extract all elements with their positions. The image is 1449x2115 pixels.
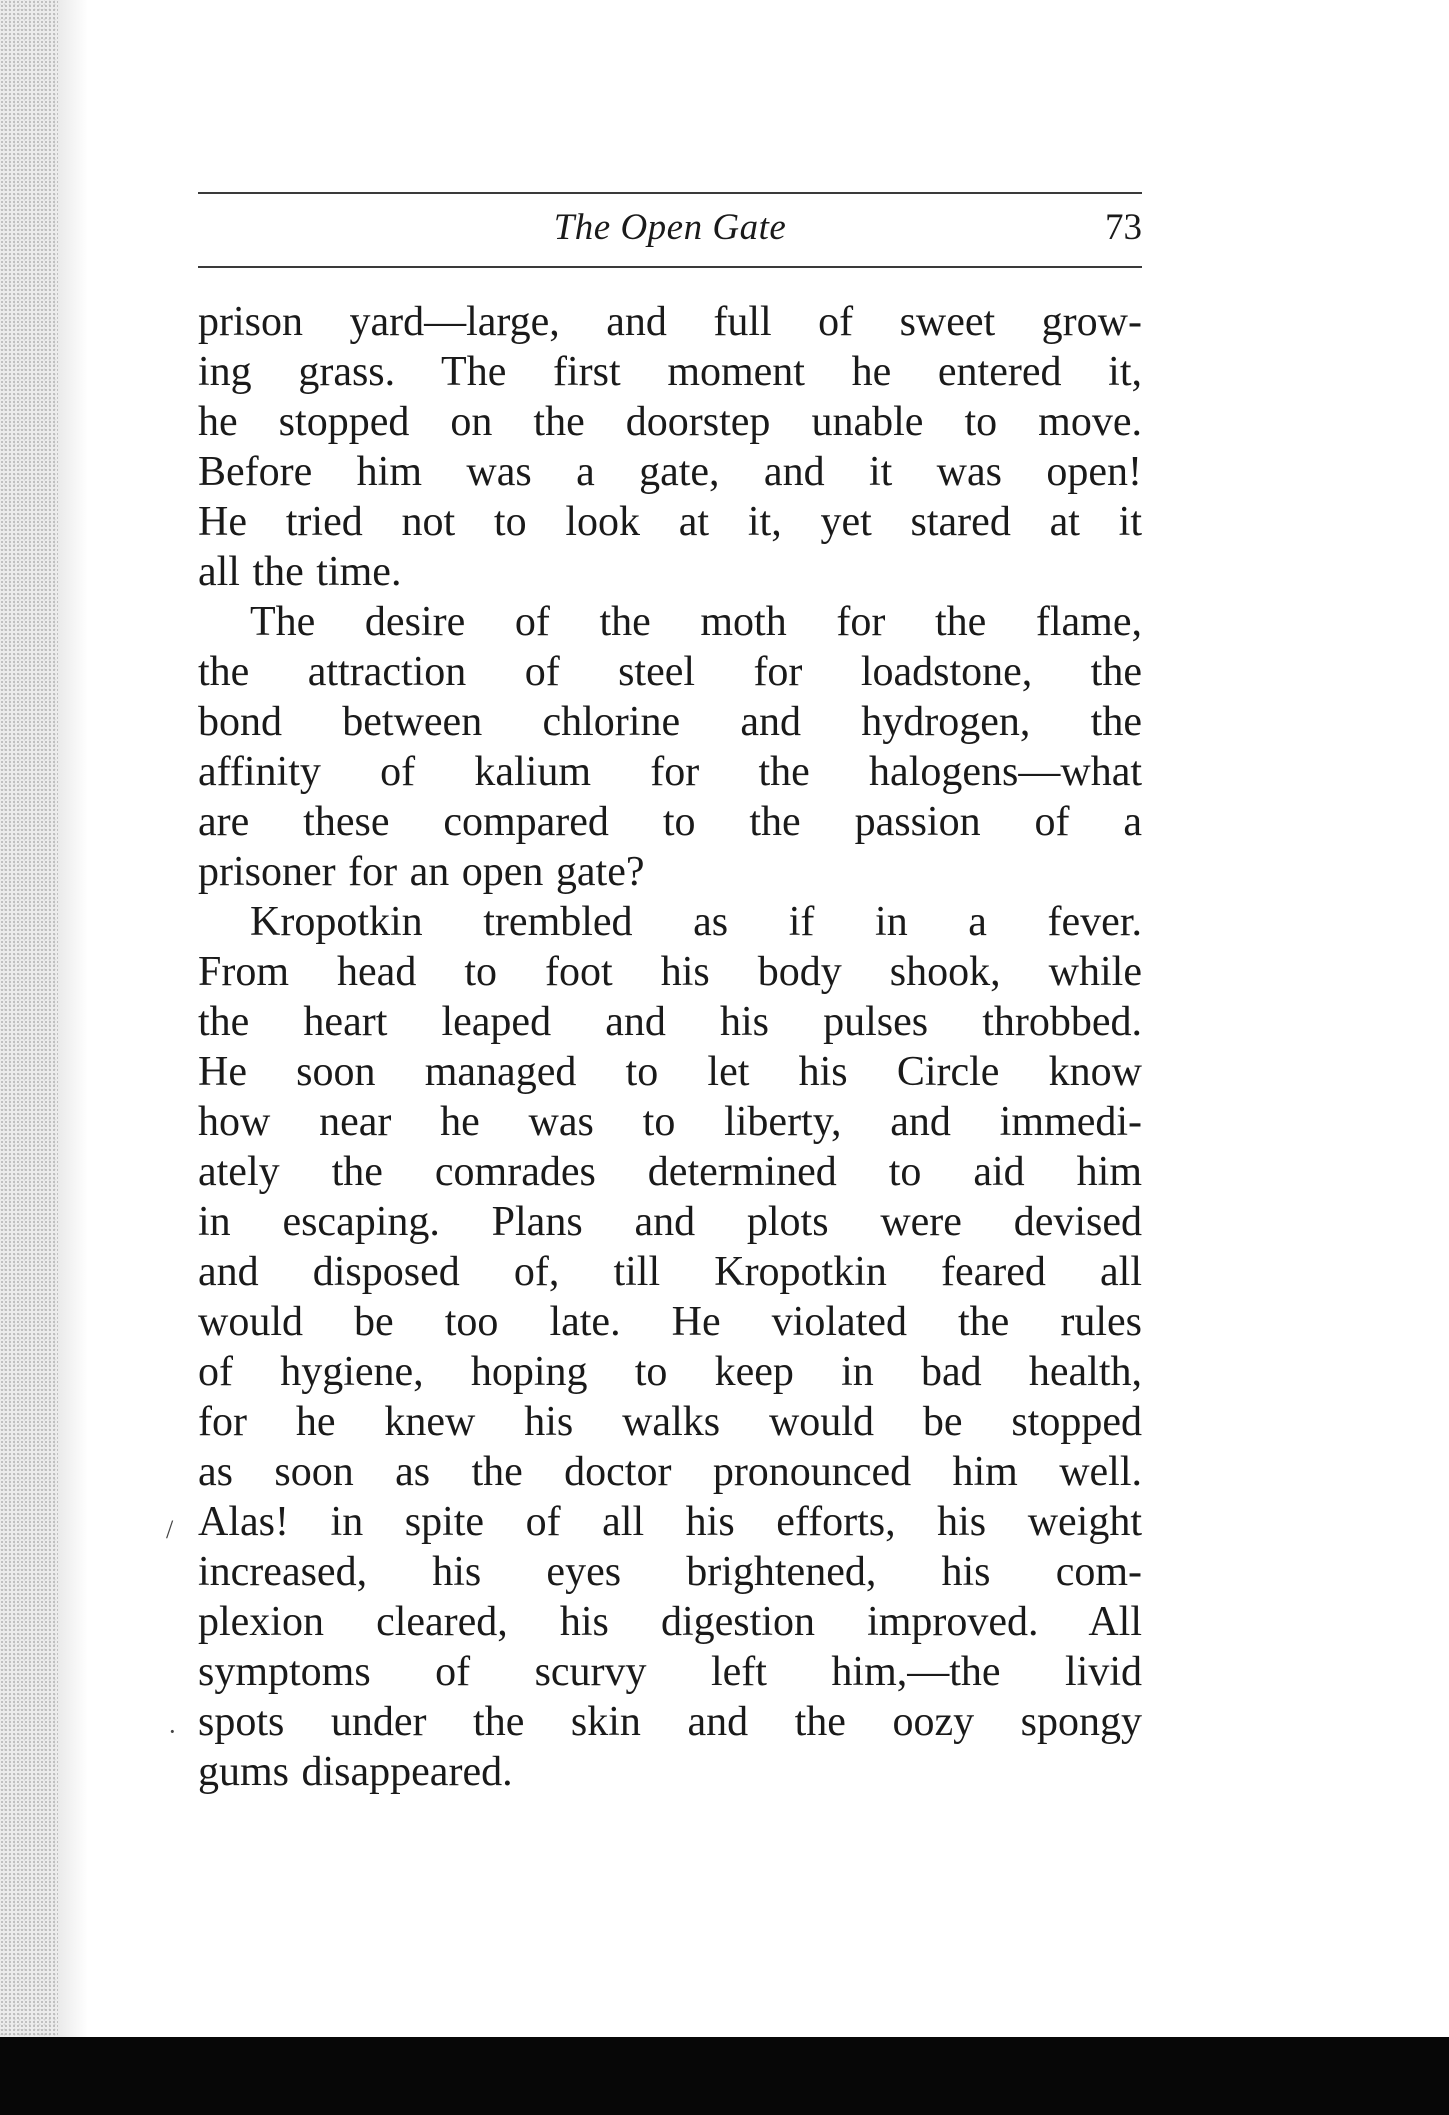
text-line: how near he was to liberty, and immedi- xyxy=(198,1099,1142,1145)
text-line: of hygiene, hoping to keep in bad health, xyxy=(198,1349,1142,1395)
text-line: in escaping. Plans and plots were devised xyxy=(198,1199,1142,1245)
text-line: would be too late. He violated the rules xyxy=(198,1299,1142,1345)
text-line: He soon managed to let his Circle know xyxy=(198,1049,1142,1095)
body-text xyxy=(198,297,1142,1797)
text-line: ing grass. The first moment he entered it, xyxy=(198,349,1142,395)
text-line: Kropotkin trembled as if in a fever. xyxy=(250,899,1142,945)
text-line: He tried not to look at it, yet stared at it xyxy=(198,499,1142,545)
running-title: The Open Gate xyxy=(553,207,787,248)
text-line: he stopped on the doorstep unable to move. xyxy=(198,399,1142,445)
text-line: increased, his eyes brightened, his com- xyxy=(198,1549,1142,1595)
text-line: for he knew his walks would be stopped xyxy=(198,1399,1142,1445)
text-line: the heart leaped and his pulses throbbed. xyxy=(198,999,1142,1045)
text-line: as soon as the doctor pronounced him well. xyxy=(198,1449,1142,1495)
text-line: prison yard—large, and full of sweet grow- xyxy=(198,299,1142,345)
running-head xyxy=(198,192,1142,268)
text-line: affinity of kalium for the halogens—what xyxy=(198,749,1142,795)
text-line: are these compared to the passion of a xyxy=(198,799,1142,845)
text-line: the attraction of steel for loadstone, the xyxy=(198,649,1142,695)
scanned-page-edge xyxy=(0,0,58,2115)
text-line: Alas! in spite of all his efforts, his weight xyxy=(198,1499,1142,1545)
text-line: Before him was a gate, and it was open! xyxy=(198,449,1142,495)
text-line: bond between chlorine and hydrogen, the xyxy=(198,699,1142,745)
text-line: From head to foot his body shook, while xyxy=(198,949,1142,995)
text-line: ately the comrades determined to aid him xyxy=(198,1149,1142,1195)
text-line: The desire of the moth for the flame, xyxy=(250,599,1142,645)
page-number: 73 xyxy=(1105,207,1142,248)
text-line: gums disappeared. xyxy=(198,1749,513,1795)
text-line: all the time. xyxy=(198,549,402,595)
text-line: spots under the skin and the oozy spongy xyxy=(198,1699,1142,1745)
text-line: symptoms of scurvy left him,—the livid xyxy=(198,1649,1142,1695)
text-line: plexion cleared, his digestion improved. All xyxy=(198,1599,1142,1645)
margin-speck: / xyxy=(166,1515,174,1544)
scan-bottom-band xyxy=(0,2037,1449,2115)
margin-speck: · xyxy=(168,1717,177,1746)
text-line: prisoner for an open gate? xyxy=(198,849,645,895)
text-line: and disposed of, till Kropotkin feared all xyxy=(198,1249,1142,1295)
